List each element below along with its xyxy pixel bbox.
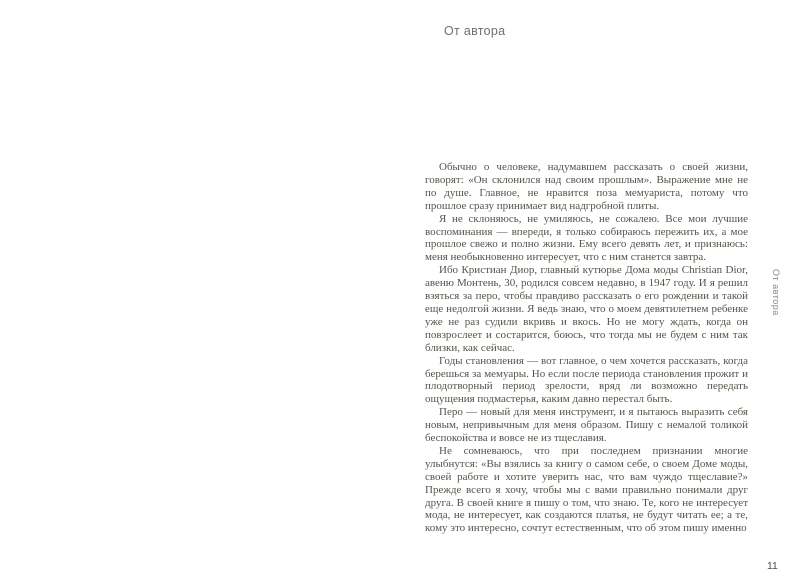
- page-number: 11: [767, 560, 778, 572]
- paragraph: Годы становления — вот главное, о чем хочется рассказать, когда берешься за мемуары. Но если после периода становления прожит и плодотворный период зрелости, вряд ли возможно передать ощущения подмастерья, каким давно перестал быть.: [425, 354, 748, 406]
- margin-chapter-label: От автора: [771, 269, 781, 316]
- paragraph: Ибо Кристиан Диор, главный кутюрье Дома моды Christian Dior, авеню Монтень, 30, родился совсем недавно, в 1947 году. И я решил взяться за перо, чтобы правдиво рассказать о его рождении и такой еще недолгой жизни. Я ведь знаю, что о моем девятилетнем ребенке уже не раз судили вкривь и вкось. Но не могу ждать, когда он повзрослеет и состарится, боюсь, что тогда мы не будем с ним так близки, как сейчас.: [425, 264, 748, 354]
- paragraph: Перо — новый для меня инструмент, и я пытаюсь выразить себя новым, непривычным для меня образом. Пишу с немалой толикой беспокойства и вовсе не из тщеславия.: [425, 406, 748, 445]
- chapter-title: От автора: [444, 24, 506, 38]
- paragraph: Я не склоняюсь, не умиляюсь, не сожалею. Все мои лучшие воспоминания — впереди, я только собираюсь пережить их, а мое прошлое свежо и полно жизни. Ему всего девять лет, и признаюсь: меня необыкновенно интересует, что с ним станется завтра.: [425, 212, 748, 264]
- paragraph: Обычно о человеке, надумавшем рассказать о своей жизни, говорят: «Он склонился над своим прошлым». Выражение мне не по душе. Главное, не нравится поза мемуариста, потому что прошлое сразу принимает вид надгробной плиты.: [425, 161, 748, 212]
- paragraph: Не сомневаюсь, что при последнем признании многие улыбнутся: «Вы взялись за книгу о самом себе, о своем Доме моды, своей работе и хотите уверить нас, что вам чуждо тщеславие?» Прежде всего я хочу, чтобы мы с вами правильно понимали друг друга. В своей книге я пишу о том, что знаю. Те, кого не интересует мода, не интересует, как создаются платья, не будут читать ее; а те, кому это интересно, сочтут естественным, что об этом пишу именно: [425, 444, 748, 535]
- body-text: [425, 161, 748, 535]
